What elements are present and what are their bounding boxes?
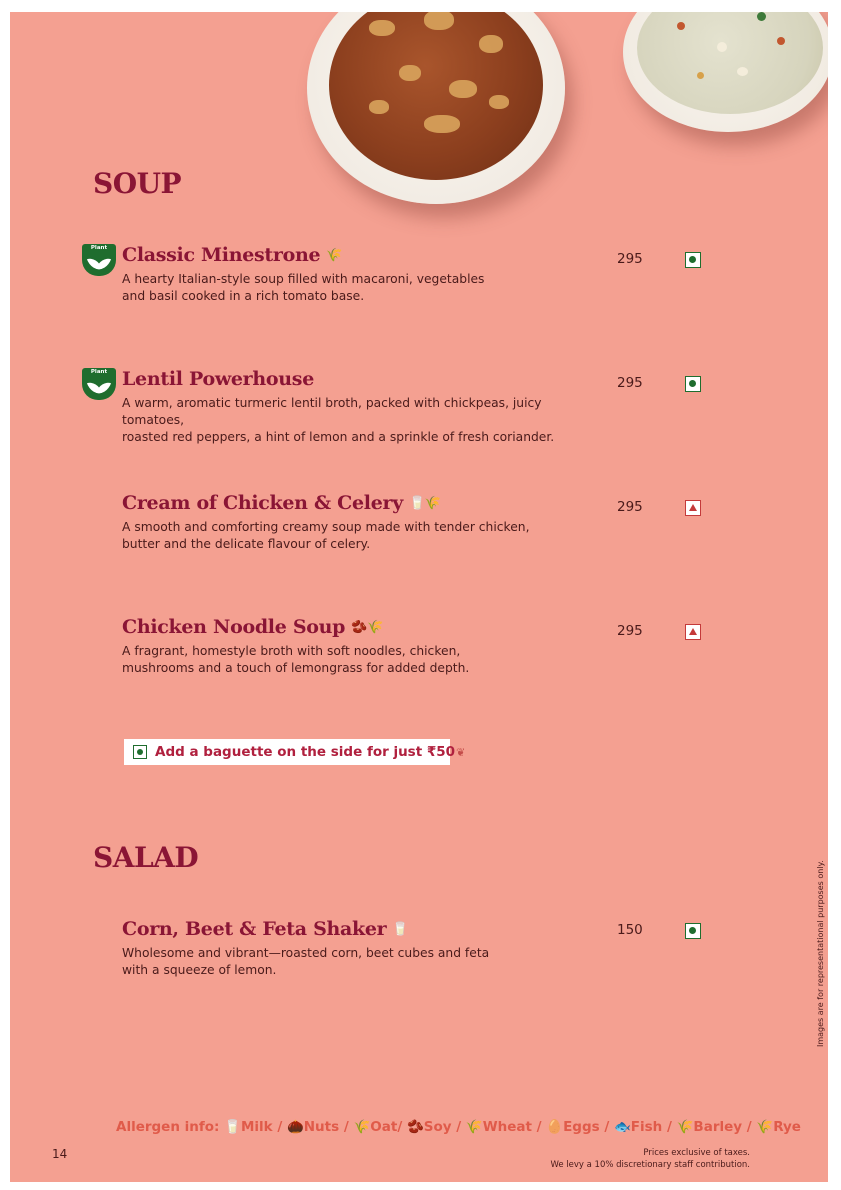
staff-contribution-note: We levy a 10% discretionary staff contribution. (550, 1160, 750, 1170)
veg-marker-icon (685, 252, 701, 268)
nonveg-marker-icon (685, 624, 701, 640)
allergen-info: Allergen info: 🥛Milk / 🌰Nuts / 🌾Oat/ 🫘Soy / 🌾Wheat / 🥚Eggs / 🐟Fish / 🌾Barley / 🌾Rye (116, 1119, 801, 1135)
veg-marker-icon (685, 376, 701, 392)
menu-item-description: A fragrant, homestyle broth with soft noodles, chicken, mushrooms and a touch of lemongrass for added depth. (122, 644, 470, 675)
allergen-tags: 🌾 (326, 248, 343, 263)
menu-item-name: Cream of Chicken & Celery 🥛🌾 (122, 492, 441, 514)
menu-page (10, 12, 828, 1182)
veg-marker-icon (685, 923, 701, 939)
menu-item-description: A warm, aromatic turmeric lentil broth, packed with chickpeas, juicy tomatoes, roasted red peppers, a hint of lemon and a sprinkle of fresh coriander. (122, 396, 555, 444)
menu-item-description: A hearty Italian-style soup filled with macaroni, vegetables and basil cooked in a rich tomato base. (122, 272, 485, 303)
image-disclaimer: Images are for representational purposes only. (816, 860, 825, 1047)
wheat-icon: ❦ (456, 746, 466, 759)
plant-based-badge-icon: Plant (82, 244, 116, 276)
tax-note: Prices exclusive of taxes. (643, 1148, 750, 1158)
menu-item-description: A smooth and comforting creamy soup made with tender chicken, butter and the delicate flavour of celery. (122, 520, 530, 551)
menu-item-price: 295 (617, 499, 643, 515)
cream-soup-bowl-image (623, 12, 828, 132)
section-title-soup: SOUP (93, 167, 182, 200)
menu-item-name: Chicken Noodle Soup 🫘🌾 (122, 616, 383, 638)
page-number: 14 (52, 1147, 68, 1161)
menu-item-name: Corn, Beet & Feta Shaker 🥛 (122, 918, 409, 940)
plant-based-badge-icon: Plant (82, 368, 116, 400)
menu-item-description: Wholesome and vibrant—roasted corn, beet cubes and feta with a squeeze of lemon. (122, 946, 490, 977)
nonveg-marker-icon (685, 500, 701, 516)
menu-item-name: Classic Minestrone 🌾 (122, 244, 343, 266)
allergen-tags: 🫘🌾 (351, 620, 383, 635)
tomato-soup-bowl-image (307, 12, 565, 204)
menu-item-name: Lentil Powerhouse (122, 368, 314, 390)
veg-marker-icon (133, 745, 147, 759)
addon-text: Add a baguette on the side for just ₹50 (155, 744, 456, 760)
baguette-addon-banner (124, 739, 466, 765)
menu-item-price: 295 (617, 375, 643, 391)
allergen-tags: 🥛 (392, 922, 409, 937)
menu-item-price: 295 (617, 251, 643, 267)
menu-item-price: 295 (617, 623, 643, 639)
menu-item-price: 150 (617, 922, 643, 938)
allergen-tags: 🥛🌾 (408, 496, 441, 511)
section-title-salad: SALAD (93, 841, 199, 874)
